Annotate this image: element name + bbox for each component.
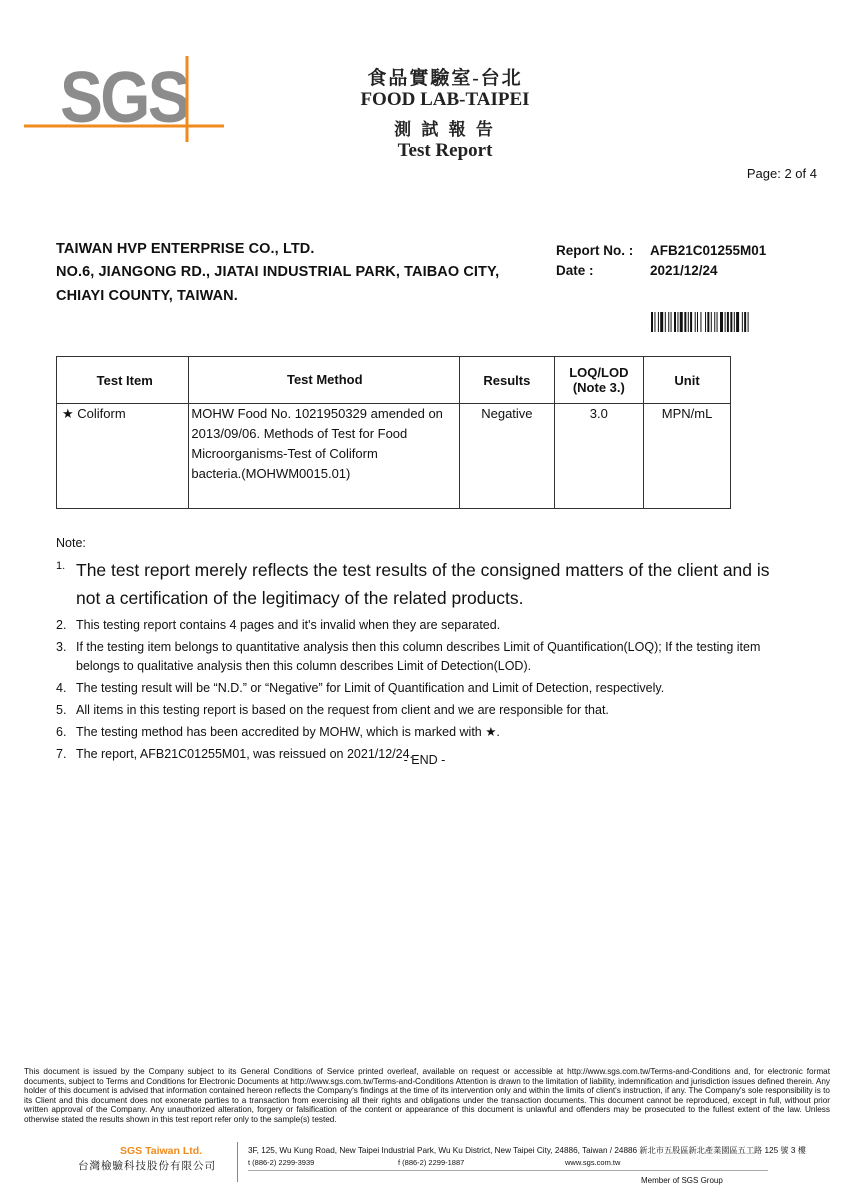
- date-value: 2021/12/24: [650, 263, 718, 278]
- cell-unit: MPN/mL: [644, 404, 731, 509]
- barcode: [651, 312, 793, 332]
- table-row: [57, 404, 731, 509]
- col-header-test-method: Test Method: [189, 357, 460, 404]
- footer-divider: [237, 1142, 238, 1182]
- report-no-label: Report No. :: [556, 243, 634, 258]
- notes-section: [56, 536, 796, 767]
- sgs-logo: [24, 52, 224, 142]
- note-item: 3. If the testing item belongs to quantitative analysis then this column describes Limit of Quantification(LOQ); If the testing item belongs to qualitative analysis then this column describes Limit of Detection(LOD).: [56, 640, 761, 673]
- report-title-zh: 測 試 報 告: [394, 120, 496, 139]
- report-title-en: Test Report: [397, 140, 493, 161]
- report-no-value: AFB21C01255M01: [650, 243, 767, 258]
- footer-website: www.sgs.com.tw: [565, 1158, 621, 1167]
- col-header-loq-lod: [554, 357, 643, 404]
- footer-company-en: SGS Taiwan Ltd.: [120, 1145, 203, 1157]
- end-marker: - END -: [403, 753, 446, 767]
- client-address-line2: CHIAYI COUNTY, TAIWAN.: [56, 288, 238, 304]
- method-line: MOHW Food No. 1021950329 amended on: [191, 406, 443, 421]
- table-header-row: [57, 357, 731, 404]
- footer-address: 3F, 125, Wu Kung Road, New Taipei Industrial Park, Wu Ku District, New Taipei City, 24886, Taiwan / 24886 新北市五股區新北產業園區五工路 125 號 3 樓: [248, 1146, 806, 1155]
- method-line: bacteria.(MOHWM0015.01): [191, 466, 351, 481]
- footer-member: Member of SGS Group: [641, 1176, 723, 1185]
- results-table: [56, 356, 731, 509]
- footer-phone: t (886-2) 2299-3939: [248, 1158, 315, 1167]
- footer-company-zh: 台灣檢驗科技股份有限公司: [78, 1160, 216, 1172]
- note-item: 2. This testing report contains 4 pages and it's invalid when they are separated.: [56, 618, 501, 632]
- footer-fax: f (886-2) 2299-1887: [398, 1158, 465, 1167]
- loq-header-line1: LOQ/LOD: [569, 365, 629, 380]
- lab-name-zh: 食品實驗室-台北: [367, 68, 523, 89]
- note-item: 6. The testing method has been accredited by MOHW, which is marked with ★.: [56, 725, 500, 739]
- notes-title: Note:: [56, 536, 86, 550]
- lab-name-en: FOOD LAB-TAIPEI: [360, 89, 530, 110]
- cell-result: Negative: [460, 404, 555, 509]
- cell-test-item: ★ Coliform: [57, 404, 189, 509]
- legal-disclaimer: This document is issued by the Company subject to its General Conditions of Service printed overleaf, available on request or accessible at http://www.sgs.com.tw/Terms-and-Conditions and, for electronic format documents, subject to Terms and Conditions for Electronic Documents at http://www.sgs.com.tw/Terms-and-Conditions Attention is drawn to the limitation of liability, indemnification and jurisdiction issues defined therein. Any holder of this document is advised that information contained hereon reflects the Company's findings at the time of its intervention only and within the limits of client's instruction, if any. The Company's sole responsibility is to its Client and this document does not exonerate parties to a transaction from exercising all their rights and obligations under the transaction documents. This document cannot be reproduced, except in full, without prior written approval of the Company. Any unauthorized alteration, forgery or falsification of the content or appearance of this document is unlawful and offenders may be prosecuted to the fullest extent of the law. Unless otherwise stated the results shown in this test report refer only to the sample(s) tested.: [24, 1067, 830, 1124]
- cell-loq: 3.0: [554, 404, 643, 509]
- client-address-line1: NO.6, JIANGONG RD., JIATAI INDUSTRIAL PARK, TAIBAO CITY,: [56, 264, 500, 280]
- page-number: Page: 2 of 4: [746, 166, 817, 181]
- method-line: Microorganisms-Test of Coliform: [191, 446, 378, 461]
- cell-test-method: [189, 404, 460, 509]
- method-line: 2013/09/06. Methods of Test for Food: [191, 426, 408, 441]
- loq-header-line2: (Note 3.): [572, 380, 625, 395]
- col-header-unit: Unit: [644, 357, 731, 404]
- note-item: 5. All items in this testing report is based on the request from client and we are responsible for that.: [56, 703, 609, 717]
- svg-text:SGS: SGS: [60, 58, 189, 138]
- note-item: 4. The testing result will be “N.D.” or “Negative” for Limit of Quantification and Limit of Detection, respectively.: [56, 681, 665, 695]
- client-name: TAIWAN HVP ENTERPRISE CO., LTD.: [56, 241, 315, 257]
- date-label: Date :: [556, 263, 594, 278]
- footer-rule: [248, 1170, 768, 1171]
- col-header-test-item: Test Item: [57, 357, 189, 404]
- note-item: 1. The test report merely reflects the test results of the consigned matters of the client and is not a certification of the legitimacy of the related products.: [56, 560, 770, 608]
- note-item: 7. The report, AFB21C01255M01, was reissued on 2021/12/24.: [56, 747, 414, 761]
- col-header-results: Results: [460, 357, 555, 404]
